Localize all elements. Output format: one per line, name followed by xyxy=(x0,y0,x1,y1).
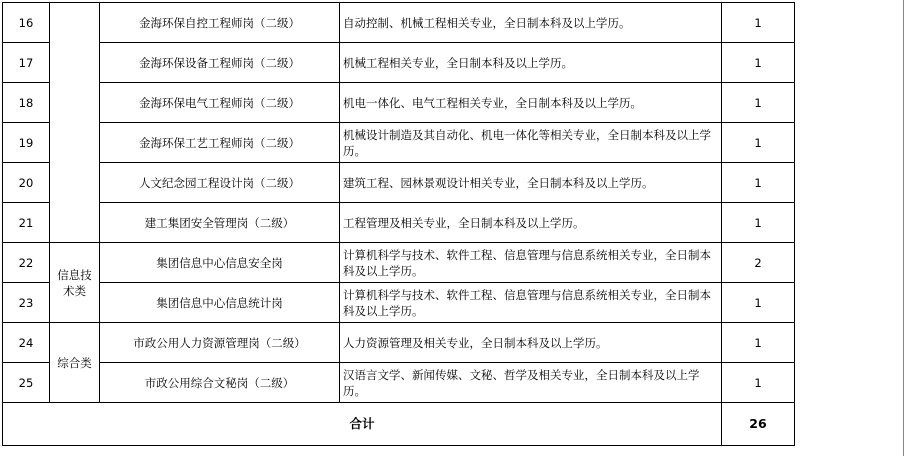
position-name: 金海环保工艺工程师岗（二级） xyxy=(100,123,340,163)
category-cell-engineering xyxy=(50,3,100,243)
headcount: 1 xyxy=(722,323,795,363)
headcount: 1 xyxy=(722,203,795,243)
headcount: 1 xyxy=(722,283,795,323)
category-cell-general: 综合类 xyxy=(50,323,100,403)
position-name: 集团信息中心信息安全岗 xyxy=(100,243,340,283)
row-number: 24 xyxy=(3,323,50,363)
total-count: 26 xyxy=(722,403,795,446)
requirement-text: 机电一体化、电气工程相关专业，全日制本科及以上学历。 xyxy=(340,83,722,123)
total-label: 合计 xyxy=(3,403,722,446)
headcount: 1 xyxy=(722,363,795,403)
table-row xyxy=(3,243,795,283)
headcount: 1 xyxy=(722,163,795,203)
position-name: 金海环保电气工程师岗（二级） xyxy=(100,83,340,123)
row-number: 25 xyxy=(3,363,50,403)
requirement-text: 机械工程相关专业，全日制本科及以上学历。 xyxy=(340,43,722,83)
recruitment-table xyxy=(2,2,795,446)
headcount: 1 xyxy=(722,43,795,83)
position-name: 金海环保自控工程师岗（二级） xyxy=(100,3,340,43)
position-name: 市政公用人力资源管理岗（二级） xyxy=(100,323,340,363)
headcount: 1 xyxy=(722,123,795,163)
table-row xyxy=(3,123,795,163)
category-cell-info: 信息技术类 xyxy=(50,243,100,323)
row-number: 20 xyxy=(3,163,50,203)
page-edge-divider xyxy=(903,0,904,456)
table-row xyxy=(3,43,795,83)
row-number: 21 xyxy=(3,203,50,243)
requirement-text: 自动控制、机械工程相关专业，全日制本科及以上学历。 xyxy=(340,3,722,43)
requirement-text: 工程管理及相关专业，全日制本科及以上学历。 xyxy=(340,203,722,243)
table-row xyxy=(3,283,795,323)
row-number: 16 xyxy=(3,3,50,43)
requirement-text: 汉语言文学、新闻传媒、文秘、哲学及相关专业，全日制本科及以上学历。 xyxy=(340,363,722,403)
table-row xyxy=(3,83,795,123)
total-row xyxy=(3,403,795,446)
row-number: 22 xyxy=(3,243,50,283)
row-number: 17 xyxy=(3,43,50,83)
position-name: 集团信息中心信息统计岗 xyxy=(100,283,340,323)
table-row xyxy=(3,363,795,403)
row-number: 23 xyxy=(3,283,50,323)
requirement-text: 计算机科学与技术、软件工程、信息管理与信息系统相关专业，全日制本科及以上学历。 xyxy=(340,243,722,283)
table-row xyxy=(3,3,795,43)
row-number: 18 xyxy=(3,83,50,123)
headcount: 1 xyxy=(722,83,795,123)
table-row xyxy=(3,163,795,203)
position-name: 人文纪念园工程设计岗（二级） xyxy=(100,163,340,203)
requirement-text: 人力资源管理及相关专业，全日制本科及以上学历。 xyxy=(340,323,722,363)
table-row xyxy=(3,203,795,243)
headcount: 1 xyxy=(722,3,795,43)
row-number: 19 xyxy=(3,123,50,163)
table-row xyxy=(3,323,795,363)
position-name: 市政公用综合文秘岗（二级） xyxy=(100,363,340,403)
position-name: 建工集团安全管理岗（二级） xyxy=(100,203,340,243)
position-name: 金海环保设备工程师岗（二级） xyxy=(100,43,340,83)
requirement-text: 计算机科学与技术、软件工程、信息管理与信息系统相关专业，全日制本科及以上学历。 xyxy=(340,283,722,323)
headcount: 2 xyxy=(722,243,795,283)
requirement-text: 机械设计制造及其自动化、机电一体化等相关专业，全日制本科及以上学历。 xyxy=(340,123,722,163)
requirement-text: 建筑工程、园林景观设计相关专业，全日制本科及以上学历。 xyxy=(340,163,722,203)
